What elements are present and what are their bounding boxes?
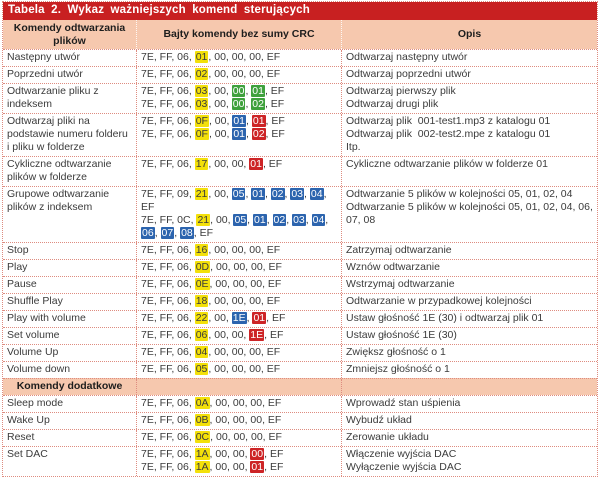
command-name: Odtwarzanie pliku z indeksem	[7, 85, 102, 110]
command-bytes-cell	[136, 413, 341, 429]
description-line: Odtwarzaj poprzedni utwór	[346, 68, 471, 80]
command-bytes-cell	[136, 328, 341, 344]
command-name: Cykliczne odtwarzanie plików w folderze	[7, 158, 115, 183]
section-header-spacer	[341, 379, 597, 395]
byte-highlight-yellow: 21	[197, 214, 210, 226]
column-header-description: Opis	[341, 20, 597, 49]
byte-highlight-red: 01	[252, 115, 265, 127]
command-bytes-cell	[136, 114, 341, 156]
table-row	[3, 429, 597, 446]
command-bytes-cell	[136, 430, 341, 446]
command-name: Odtwarzaj pliki na podstawie numeru folderu i pliku w folderze	[7, 115, 131, 153]
command-bytes-cell	[136, 187, 341, 242]
description-cell	[341, 50, 597, 66]
command-bytes-cell	[136, 84, 341, 113]
byte-highlight-blue: 03	[291, 188, 304, 200]
commands-table	[2, 1, 598, 477]
command-name-cell	[3, 413, 136, 429]
table-row	[3, 49, 597, 66]
command-bytes-cell	[136, 157, 341, 186]
description-line: Itp.	[346, 141, 361, 153]
command-name-cell	[3, 50, 136, 66]
byte-highlight-red: 01	[251, 461, 264, 473]
description-line: Odtwarzanie 5 plików w kolejności 05, 01, 02, 04	[346, 188, 573, 200]
byte-highlight-yellow: 0C	[195, 431, 210, 443]
table-header-row	[3, 20, 597, 49]
byte-highlight-green: 02	[252, 98, 264, 110]
byte-highlight-blue: 04	[312, 214, 325, 226]
table-row	[3, 344, 597, 361]
description-cell	[341, 396, 597, 412]
command-name-cell	[3, 84, 136, 113]
command-name-cell	[3, 243, 136, 259]
command-bytes-cell	[136, 345, 341, 361]
command-name: Grupowe odtwarzanie plików z indeksem	[7, 188, 113, 213]
column-header-commands: Komendy odtwarzania plików	[13, 22, 126, 47]
byte-highlight-red: 01	[253, 312, 266, 324]
column-header-bytes: Bajty komendy bez sumy CRC	[136, 20, 341, 49]
command-bytes-cell	[136, 396, 341, 412]
table-row	[3, 327, 597, 344]
description-line: Zatrzymaj odtwarzanie	[346, 244, 452, 256]
byte-highlight-yellow: 1A	[195, 461, 209, 473]
description-cell	[341, 187, 597, 242]
command-name: Reset	[7, 431, 35, 443]
description-cell	[341, 67, 597, 83]
description-cell	[341, 447, 597, 476]
command-byte-line: 7E, FF, 06, 05, 00, 00, 00, EF	[141, 363, 281, 375]
command-byte-line: 7E, FF, 06, 0C, 00, 00, 00, EF	[141, 431, 282, 443]
byte-highlight-blue: 01	[254, 214, 266, 226]
table-row	[3, 113, 597, 156]
command-name: Stop	[7, 244, 29, 256]
command-name-cell	[3, 328, 136, 344]
command-byte-line: 7E, FF, 06, 1A, 00, 00, 01, EF	[141, 461, 284, 473]
byte-highlight-yellow: 0A	[195, 397, 209, 409]
command-byte-line: 7E, FF, 06, 18, 00, 00, 00, EF	[141, 295, 281, 307]
command-byte-line: 7E, FF, 06, 17, 00, 00, 01, EF	[141, 158, 283, 170]
byte-highlight-blue: 01	[252, 188, 264, 200]
command-byte-line: 7E, FF, 06, 0B, 00, 00, 00, EF	[141, 414, 282, 426]
byte-highlight-blue: 03	[293, 214, 305, 226]
table-title: Tabela 2. Wykaz ważniejszych komend sterujących	[3, 2, 597, 20]
description-cell	[341, 260, 597, 276]
description-cell	[341, 84, 597, 113]
command-byte-line: 7E, FF, 09, 21, 00, 05, 01, 02, 03, 04, EF	[141, 188, 330, 213]
command-name-cell	[3, 277, 136, 293]
byte-highlight-green: 01	[252, 85, 264, 97]
description-cell	[341, 328, 597, 344]
section-header-spacer	[136, 379, 341, 395]
byte-highlight-green: 00	[232, 98, 245, 110]
description-line: Wznów odtwarzanie	[346, 261, 440, 273]
description-line: Zwiększ głośność o 1	[346, 346, 446, 358]
byte-highlight-yellow: 0E	[195, 278, 209, 290]
command-name-cell	[3, 430, 136, 446]
table-row	[3, 259, 597, 276]
command-name-cell	[3, 157, 136, 186]
table-row	[3, 186, 597, 242]
command-bytes-cell	[136, 243, 341, 259]
description-cell	[341, 277, 597, 293]
byte-highlight-blue: 08	[181, 227, 193, 239]
byte-highlight-blue: 02	[271, 188, 284, 200]
command-name-cell	[3, 294, 136, 310]
command-name-cell	[3, 311, 136, 327]
command-name-cell	[3, 362, 136, 378]
description-line: Odtwarzaj pierwszy plik	[346, 85, 456, 97]
command-bytes-cell	[136, 447, 341, 476]
byte-highlight-blue: 02	[273, 214, 286, 226]
byte-highlight-red: 00	[251, 448, 264, 460]
description-line: Odtwarzaj plik 002-test2.mpe z katalogu 01	[346, 128, 551, 140]
description-line: Wstrzymaj odtwarzanie	[346, 278, 455, 290]
command-name-cell	[3, 187, 136, 242]
byte-highlight-blue: 04	[310, 188, 323, 200]
command-name-cell	[3, 260, 136, 276]
command-name-cell	[3, 345, 136, 361]
byte-highlight-yellow: 16	[195, 244, 208, 256]
byte-highlight-yellow: 01	[195, 51, 208, 63]
command-byte-line: 7E, FF, 06, 0F, 00, 01, 01, EF	[141, 115, 285, 127]
description-line: Odtwarzanie 5 plików w kolejności 05, 01, 02, 04, 06, 07, 08	[346, 201, 596, 226]
section-header-row	[3, 378, 597, 395]
description-line: Cykliczne odtwarzanie plików w folderze 01	[346, 158, 548, 170]
table-row	[3, 293, 597, 310]
command-name: Poprzedni utwór	[7, 68, 83, 80]
command-name-cell	[3, 67, 136, 83]
command-byte-line: 7E, FF, 06, 0F, 00, 01, 02, EF	[141, 128, 285, 140]
command-byte-line: 7E, FF, 06, 03, 00, 00, 02, EF	[141, 98, 285, 110]
command-name: Play with volume	[7, 312, 86, 324]
description-line: Odtwarzaj drugi plik	[346, 98, 439, 110]
byte-highlight-yellow: 17	[195, 158, 208, 170]
description-line: Włączenie wyjścia DAC	[346, 448, 457, 460]
command-name: Set volume	[7, 329, 60, 341]
byte-highlight-blue: 1E	[232, 312, 246, 324]
byte-highlight-blue: 05	[234, 214, 247, 226]
description-line: Zerowanie układu	[346, 431, 429, 443]
byte-highlight-yellow: 21	[195, 188, 208, 200]
command-bytes-cell	[136, 294, 341, 310]
description-line: Wprowadź stan uśpienia	[346, 397, 461, 409]
command-name: Pause	[7, 278, 37, 290]
table-row	[3, 66, 597, 83]
command-name-cell	[3, 114, 136, 156]
command-byte-line: 7E, FF, 06, 0D, 00, 00, 00, EF	[141, 261, 282, 273]
description-line: Ustaw głośność 1E (30)	[346, 329, 457, 341]
byte-highlight-green: 00	[232, 85, 245, 97]
command-byte-line: 7E, FF, 06, 01, 00, 00, 00, EF	[141, 51, 281, 63]
command-bytes-cell	[136, 67, 341, 83]
byte-highlight-blue: 07	[161, 227, 174, 239]
description-line: Odtwarzaj plik 001-test1.mp3 z katalogu 01	[346, 115, 551, 127]
command-name: Play	[7, 261, 28, 273]
table-body	[3, 49, 597, 476]
command-bytes-cell	[136, 311, 341, 327]
byte-highlight-yellow: 22	[195, 312, 208, 324]
command-name: Wake Up	[7, 414, 50, 426]
description-line: Wybudź układ	[346, 414, 412, 426]
table-row	[3, 395, 597, 412]
description-cell	[341, 430, 597, 446]
byte-highlight-yellow: 06	[195, 329, 208, 341]
description-cell	[341, 362, 597, 378]
table-row	[3, 446, 597, 476]
byte-highlight-yellow: 1A	[195, 448, 209, 460]
command-bytes-cell	[136, 50, 341, 66]
command-name: Volume down	[7, 363, 71, 375]
byte-highlight-blue: 01	[233, 128, 246, 140]
byte-highlight-yellow: 0B	[195, 414, 209, 426]
description-cell	[341, 345, 597, 361]
byte-highlight-yellow: 18	[195, 295, 208, 307]
byte-highlight-yellow: 0F	[195, 115, 208, 127]
table-row	[3, 310, 597, 327]
byte-highlight-blue: 05	[232, 188, 245, 200]
byte-highlight-blue: 06	[142, 227, 154, 239]
byte-highlight-blue: 01	[233, 115, 246, 127]
command-name: Shuffle Play	[7, 295, 63, 307]
byte-highlight-yellow: 03	[195, 98, 208, 110]
byte-highlight-yellow: 04	[195, 346, 208, 358]
description-line: Wyłączenie wyjścia DAC	[346, 461, 462, 473]
command-bytes-cell	[136, 277, 341, 293]
command-name: Volume Up	[7, 346, 59, 358]
description-line: Odtwarzanie w przypadkowej kolejności	[346, 295, 532, 307]
table-row	[3, 361, 597, 378]
command-bytes-cell	[136, 260, 341, 276]
command-name-cell	[3, 396, 136, 412]
table-row	[3, 242, 597, 259]
command-bytes-cell	[136, 362, 341, 378]
description-cell	[341, 157, 597, 186]
byte-highlight-yellow: 0D	[195, 261, 210, 273]
command-byte-line: 7E, FF, 06, 22, 00, 1E, 01, EF	[141, 312, 286, 324]
command-byte-line: 7E, FF, 06, 0A, 00, 00, 00, EF	[141, 397, 282, 409]
table-row	[3, 276, 597, 293]
description-cell	[341, 243, 597, 259]
command-name: Set DAC	[7, 448, 48, 460]
command-name: Sleep mode	[7, 397, 64, 409]
command-byte-line: 7E, FF, 06, 16, 00, 00, 00, EF	[141, 244, 281, 256]
byte-highlight-red: 1E	[250, 329, 264, 341]
command-byte-line: 7E, FF, 0C, 21, 00, 05, 01, 02, 03, 04, 06, 07, 08, EF	[141, 214, 332, 239]
command-byte-line: 7E, FF, 06, 03, 00, 00, 01, EF	[141, 85, 285, 97]
description-line: Odtwarzaj następny utwór	[346, 51, 468, 63]
byte-highlight-yellow: 02	[195, 68, 208, 80]
table-row	[3, 83, 597, 113]
section-header-label: Komendy dodatkowe	[16, 380, 123, 392]
command-byte-line: 7E, FF, 06, 02, 00, 00, 00, EF	[141, 68, 281, 80]
command-name-cell	[3, 447, 136, 476]
description-cell	[341, 114, 597, 156]
byte-highlight-yellow: 03	[195, 85, 208, 97]
byte-highlight-red: 01	[250, 158, 262, 170]
byte-highlight-yellow: 0F	[195, 128, 208, 140]
command-name: Następny utwór	[7, 51, 80, 63]
command-byte-line: 7E, FF, 06, 06, 00, 00, 1E, EF	[141, 329, 284, 341]
description-line: Ustaw głośność 1E (30) i odtwarzaj plik 01	[346, 312, 544, 324]
description-cell	[341, 311, 597, 327]
command-byte-line: 7E, FF, 06, 1A, 00, 00, 00, EF	[141, 448, 284, 460]
command-byte-line: 7E, FF, 06, 04, 00, 00, 00, EF	[141, 346, 281, 358]
description-cell	[341, 413, 597, 429]
byte-highlight-yellow: 05	[195, 363, 208, 375]
description-line: Zmniejsz głośność o 1	[346, 363, 450, 375]
description-cell	[341, 294, 597, 310]
command-byte-line: 7E, FF, 06, 0E, 00, 00, 00, EF	[141, 278, 282, 290]
byte-highlight-red: 02	[252, 128, 265, 140]
table-row	[3, 156, 597, 186]
